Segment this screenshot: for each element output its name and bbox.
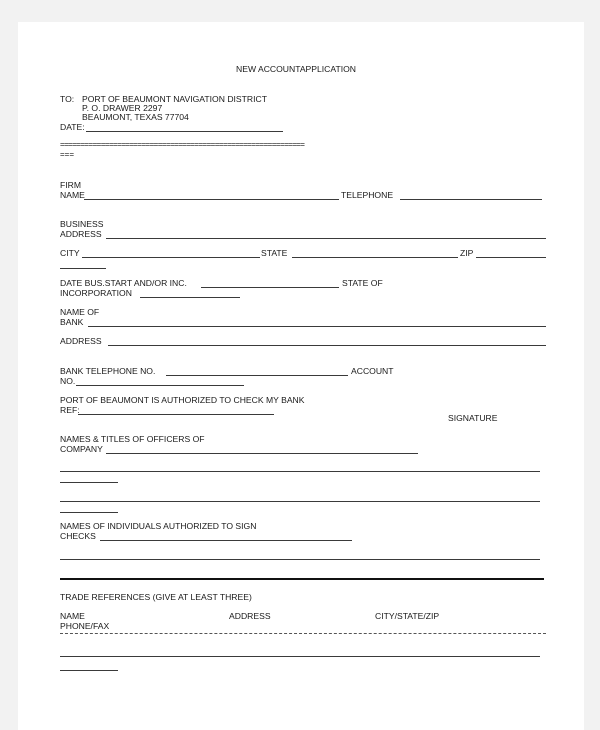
section-divider [60, 578, 544, 580]
date-bus-start-field[interactable] [201, 287, 339, 288]
form-page [18, 22, 584, 730]
officers-field-1[interactable] [106, 453, 418, 454]
account-no-label: NO. [60, 376, 76, 386]
company-label: COMPANY [60, 444, 103, 454]
state-of-label: STATE OF [342, 278, 383, 288]
incorporation-label: INCORPORATION [60, 288, 132, 298]
trade-col-city-state-zip: CITY/STATE/ZIP [375, 611, 440, 621]
bank-label: BANK [60, 317, 84, 327]
business-address-field[interactable] [106, 238, 546, 239]
address-line-2: P. O. DRAWER 2297 [82, 103, 163, 113]
officers-field-4[interactable] [60, 501, 540, 502]
officers-field-2[interactable] [60, 471, 540, 472]
ref-label: REF: [60, 405, 80, 415]
state-field[interactable] [292, 257, 458, 258]
form-title: NEW ACCOUNTAPPLICATION [236, 64, 357, 74]
firm-label: FIRM [60, 180, 82, 190]
account-no-field[interactable] [76, 385, 244, 386]
separator-tail: === [60, 150, 75, 159]
address-line-1: PORT OF BEAUMONT NAVIGATION DISTRICT [82, 94, 267, 104]
zip-label: ZIP [460, 248, 474, 258]
name-of-label: NAME OF [60, 307, 100, 317]
trade-col-name: NAME [60, 611, 85, 621]
officers-field-5[interactable] [60, 512, 118, 513]
separator: ============================================================ [60, 140, 305, 149]
zip-field[interactable] [476, 257, 546, 258]
firm-name-field[interactable] [84, 199, 339, 200]
trade-reference-line-1[interactable] [60, 633, 546, 634]
authorization-text: PORT OF BEAUMONT IS AUTHORIZED TO CHECK MY BANK [60, 395, 305, 405]
bank-address-field[interactable] [108, 345, 546, 346]
trade-col-phone-fax: PHONE/FAX [60, 621, 110, 631]
state-label: STATE [261, 248, 288, 258]
address-line-3: BEAUMONT, TEXAS 77704 [82, 112, 189, 122]
zip-field-continued[interactable] [60, 268, 106, 269]
account-label: ACCOUNT [351, 366, 394, 376]
trade-reference-line-3[interactable] [60, 670, 118, 671]
to-label: TO: [60, 94, 75, 104]
firm-name-label: NAME [60, 190, 85, 200]
date-label: DATE: [60, 122, 85, 132]
telephone-label: TELEPHONE [341, 190, 394, 200]
trade-reference-line-2[interactable] [60, 656, 540, 657]
individuals-label: NAMES OF INDIVIDUALS AUTHORIZED TO SIGN [60, 521, 257, 531]
ref-field[interactable] [78, 414, 274, 415]
signature-label: SIGNATURE [448, 413, 498, 423]
signers-field-2[interactable] [60, 559, 540, 560]
checks-label: CHECKS [60, 531, 96, 541]
date-field[interactable] [86, 131, 283, 132]
business-label: BUSINESS [60, 219, 104, 229]
city-field[interactable] [82, 257, 260, 258]
officers-field-3[interactable] [60, 482, 118, 483]
date-bus-start-label: DATE BUS.START AND/OR INC. [60, 278, 187, 288]
bank-name-field[interactable] [88, 326, 546, 327]
officers-label: NAMES & TITLES OF OFFICERS OF [60, 434, 205, 444]
trade-references-heading: TRADE REFERENCES (GIVE AT LEAST THREE) [60, 592, 252, 602]
bank-address-label: ADDRESS [60, 336, 102, 346]
telephone-field[interactable] [400, 199, 542, 200]
business-address-label: ADDRESS [60, 229, 102, 239]
bank-telephone-label: BANK TELEPHONE NO. [60, 366, 156, 376]
city-label: CITY [60, 248, 80, 258]
signers-field-1[interactable] [100, 540, 352, 541]
trade-col-address: ADDRESS [229, 611, 271, 621]
incorporation-field[interactable] [140, 297, 240, 298]
bank-telephone-field[interactable] [166, 375, 348, 376]
